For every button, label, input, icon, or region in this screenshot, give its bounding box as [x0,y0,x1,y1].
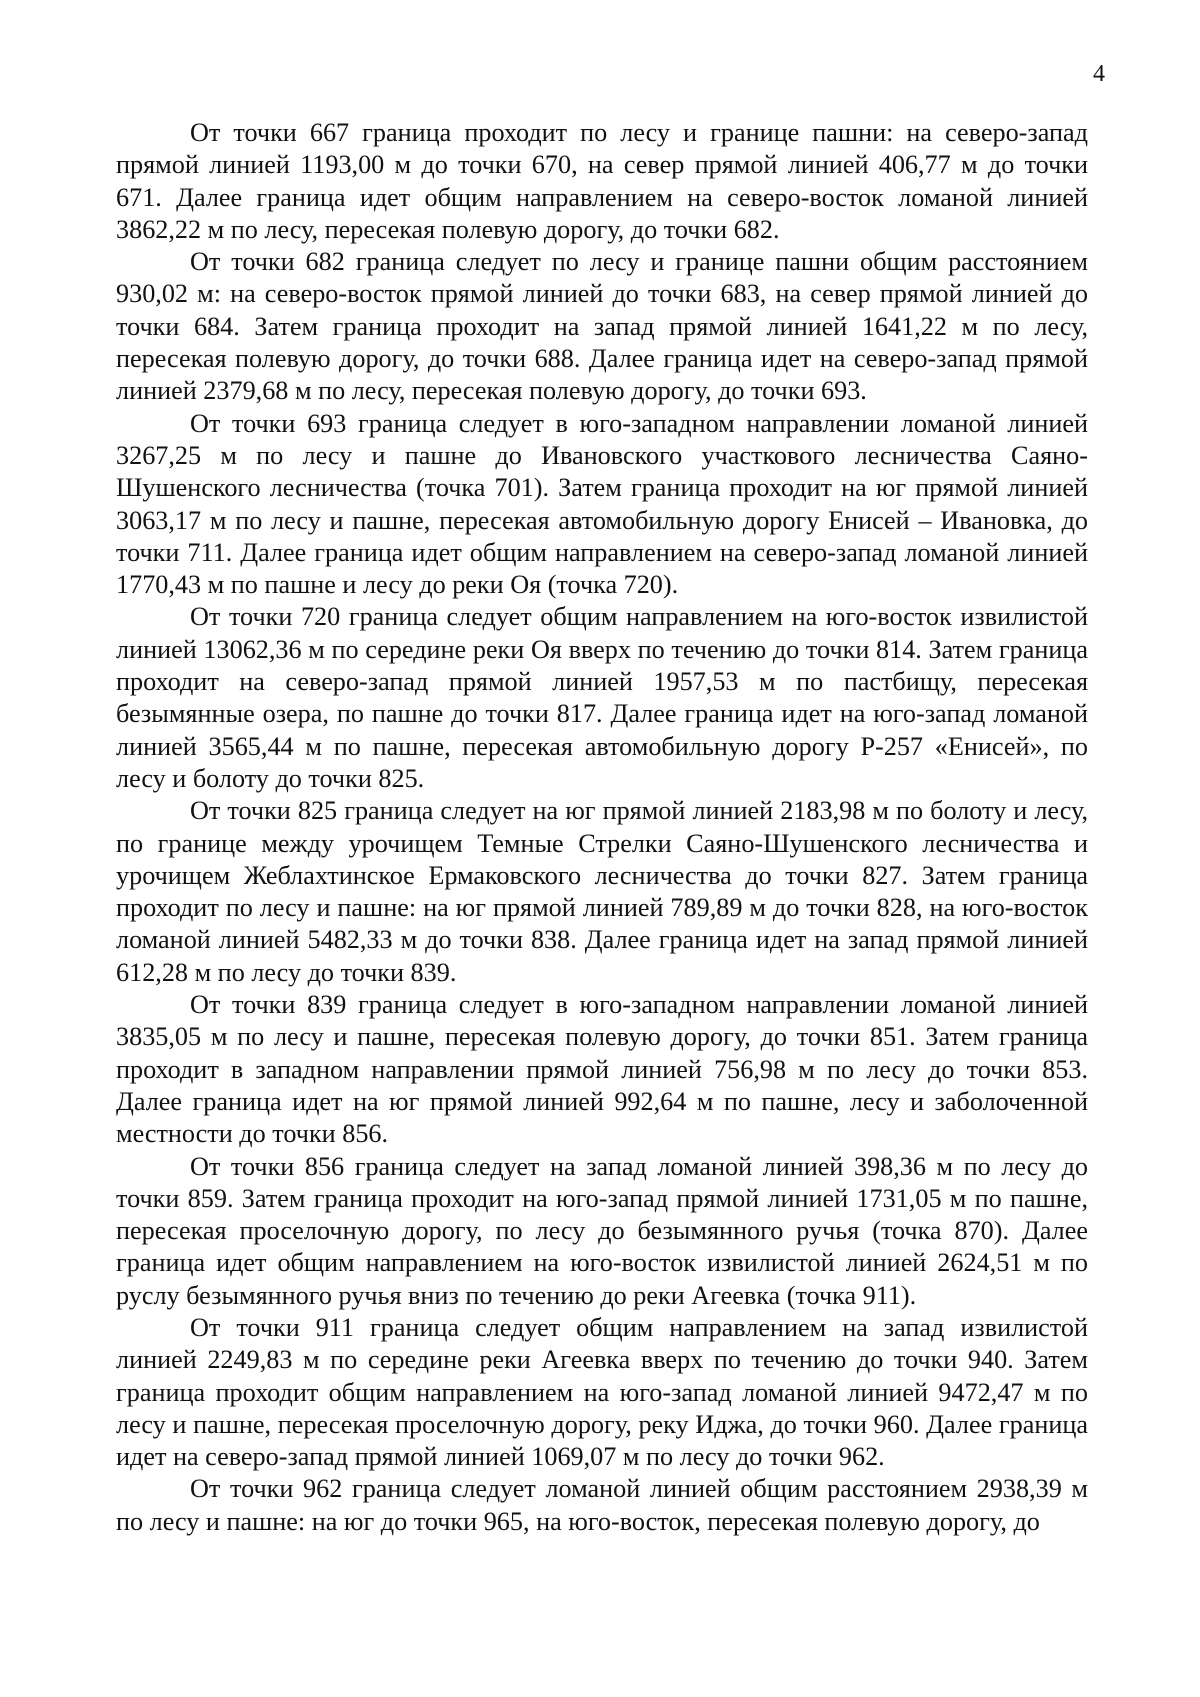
paragraph: От точки 911 граница следует общим направлением на запад извилистой линией 2249,83 м по середине реки Агеевка вверх по течению до точки 940. Затем граница проходит общим направлением на юго-запад ломаной линией 9472,47 м по лесу и пашне, пересекая проселочную дорогу, реку Иджа, до точки 960. Далее граница идет на северо-запад прямой линией 1069,07 м по лесу до точки 962. [116,1312,1088,1472]
paragraph: От точки 720 граница следует общим направлением на юго-восток извилистой линией 13062,36 м по середине реки Оя вверх по течению до точки 814. Затем граница проходит на северо-запад прямой линией 1957,53 м по пастбищу, пересекая безымянные озера, по пашне до точки 817. Далее граница идет на юго-запад ломаной линией 3565,44 м по пашне, пересекая автомобильную дорогу Р-257 «Енисей», по лесу и болоту до точки 825. [116,602,1088,793]
paragraph: От точки 693 граница следует в юго-западном направлении ломаной линией 3267,25 м по лесу и пашне до Ивановского участкового лесничества Саяно-Шушенского лесничества (точка 701). Затем граница проходит на юг прямой линией 3063,17 м по лесу и пашне, пересекая автомобильную дорогу Енисей – Ивановка, до точки 711. Далее граница идет общим направлением на северо-запад ломаной линией 1770,43 м по пашне и лесу до реки Оя (точка 720). [116,408,1088,600]
body-text [116,117,1088,1538]
paragraph: От точки 825 граница следует на юг прямой линией 2183,98 м по болоту и лесу, по границе между урочищем Темные Стрелки Саяно-Шушенского лесничества и урочищем Жеблахтинское Ермаковского лесничества до точки 827. Затем граница проходит по лесу и пашне: на юг прямой линией 789,89 м до точки 828, на юго-восток ломаной линией 5482,33 м до точки 838. Далее граница идет на запад прямой линией 612,28 м по лесу до точки 839. [116,796,1088,987]
paragraph: От точки 839 граница следует в юго-западном направлении ломаной линией 3835,05 м по лесу и пашне, пересекая полевую дорогу, до точки 851. Затем граница проходит в западном направлении прямой линией 756,98 м по лесу до точки 853. Далее граница идет на юг прямой линией 992,64 м по пашне, лесу и заболоченной местности до точки 856. [116,990,1088,1149]
paragraph: От точки 856 граница следует на запад ломаной линией 398,36 м по лесу до точки 859. Затем граница проходит на юго-запад прямой линией 1731,05 м по пашне, пересекая проселочную дорогу, по лесу до безымянного ручья (точка 870). Далее граница идет общим направлением на юго-восток извилистой линией 2624,51 м по руслу безымянного ручья вниз по течению до реки Агеевка (точка 911). [116,1151,1088,1310]
page-number: 4 [1093,61,1105,87]
paragraph: От точки 667 граница проходит по лесу и границе пашни: на северо-запад прямой линией 1193,00 м до точки 670, на север прямой линией 406,77 м до точки 671. Далее граница идет общим направлением на северо-восток ломаной линией 3862,22 м по лесу, пересекая полевую дорогу, до точки 682. [116,118,1088,244]
paragraph: От точки 682 граница следует по лесу и границе пашни общим расстоянием 930,02 м: на северо-восток прямой линией до точки 683, на север прямой линией до точки 684. Затем граница проходит на запад прямой линией 1641,22 м по лесу, пересекая полевую дорогу, до точки 688. Далее граница идет на северо-запад прямой линией 2379,68 м по лесу, пересекая полевую дорогу, до точки 693. [116,247,1088,406]
paragraph: От точки 962 граница следует ломаной линией общим расстоянием 2938,39 м по лесу и пашне: на юг до точки 965, на юго-восток, пересекая полевую дорогу, до [116,1474,1088,1536]
